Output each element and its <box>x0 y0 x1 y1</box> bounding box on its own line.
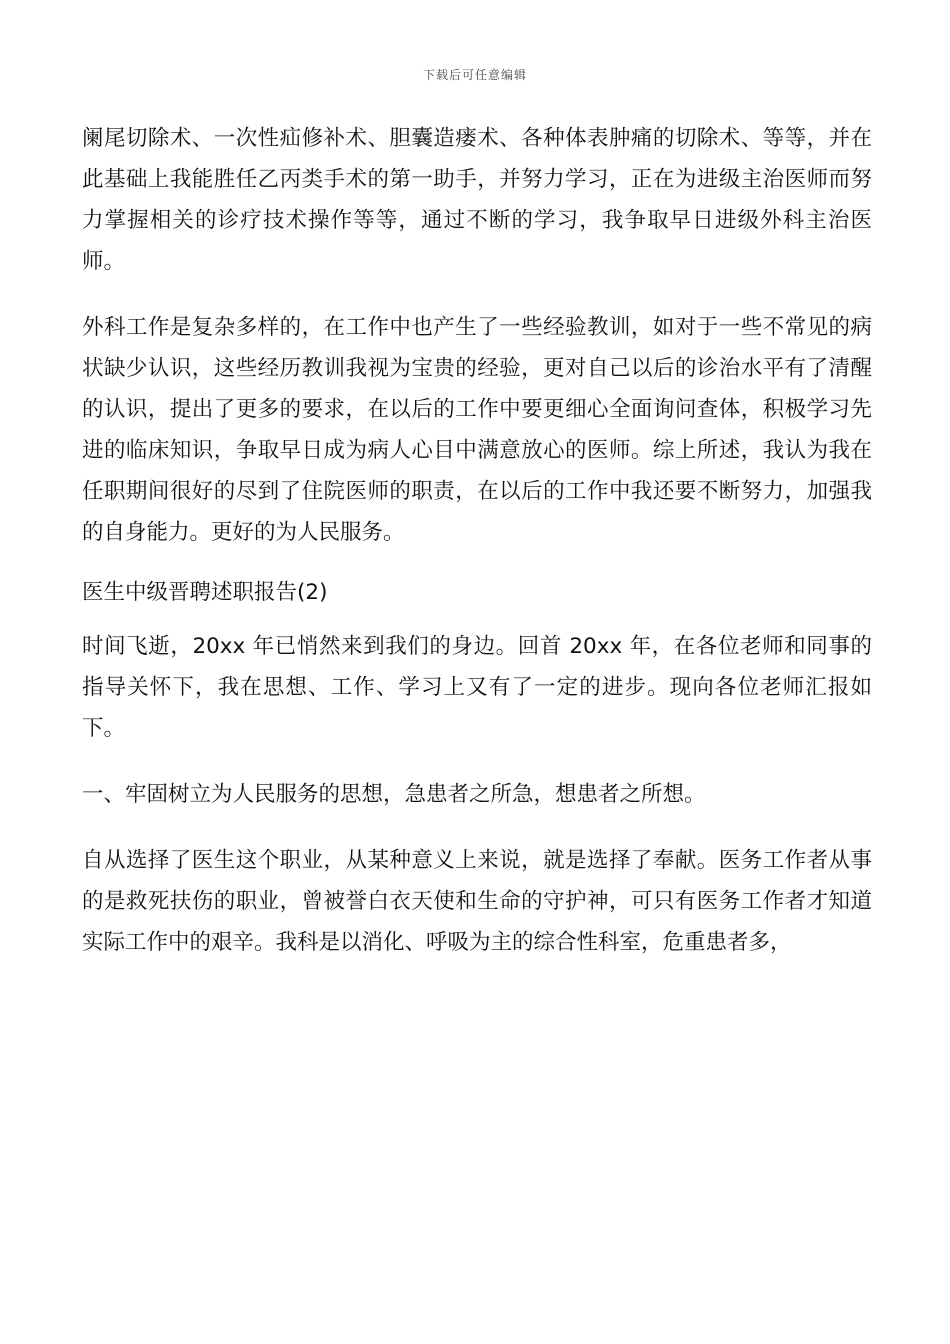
paragraph-dedication: 自从选择了医生这个职业，从某种意义上来说，就是选择了奉献。医务工作者从事的是救死扶伤的职业，曾被誉白衣天使和生命的守护神，可只有医务工作者才知道实际工作中的艰辛。我科是以消化、呼吸为主的综合性科室，危重患者多， <box>82 848 872 955</box>
section-heading-1: 一、牢固树立为人民服务的思想，急患者之所急，想患者之所想。 <box>82 782 706 807</box>
section-title: 医生中级晋聘述职报告(2) <box>82 580 328 605</box>
document-body <box>82 118 872 988</box>
paragraph-intro: 时间飞逝，20xx 年已悄然来到我们的身边。回首 20xx 年，在各位老师和同事的指导关怀下，我在思想、工作、学习上又有了一定的进步。现向各位老师汇报如下。 <box>82 634 872 741</box>
page-header: 下载后可任意编辑 <box>422 68 527 82</box>
paragraph-surgery-skills: 阑尾切除术、一次性疝修补术、胆囊造瘘术、各种体表肿痛的切除术、等等，并在此基础上我能胜任乙丙类手术的第一助手，并努力学习，正在为进级主治医师而努力掌握相关的诊疗技术操作等等，通过不断的学习，我争取早日进级外科主治医师。 <box>82 126 872 274</box>
paragraph-experience: 外科工作是复杂多样的，在工作中也产生了一些经验教训，如对于一些不常见的病状缺少认识，这些经历教训我视为宝贵的经验，更对自己以后的诊治水平有了清醒的认识，提出了更多的要求，在以后的工作中要更细心全面询问查体，积极学习先进的临床知识，争取早日成为病人心目中满意放心的医师。综上所述，我认为我在任职期间很好的尽到了住院医师的职责，在以后的工作中我还要不断努力，加强我的自身能力。更好的为人民服务。 <box>82 315 872 545</box>
